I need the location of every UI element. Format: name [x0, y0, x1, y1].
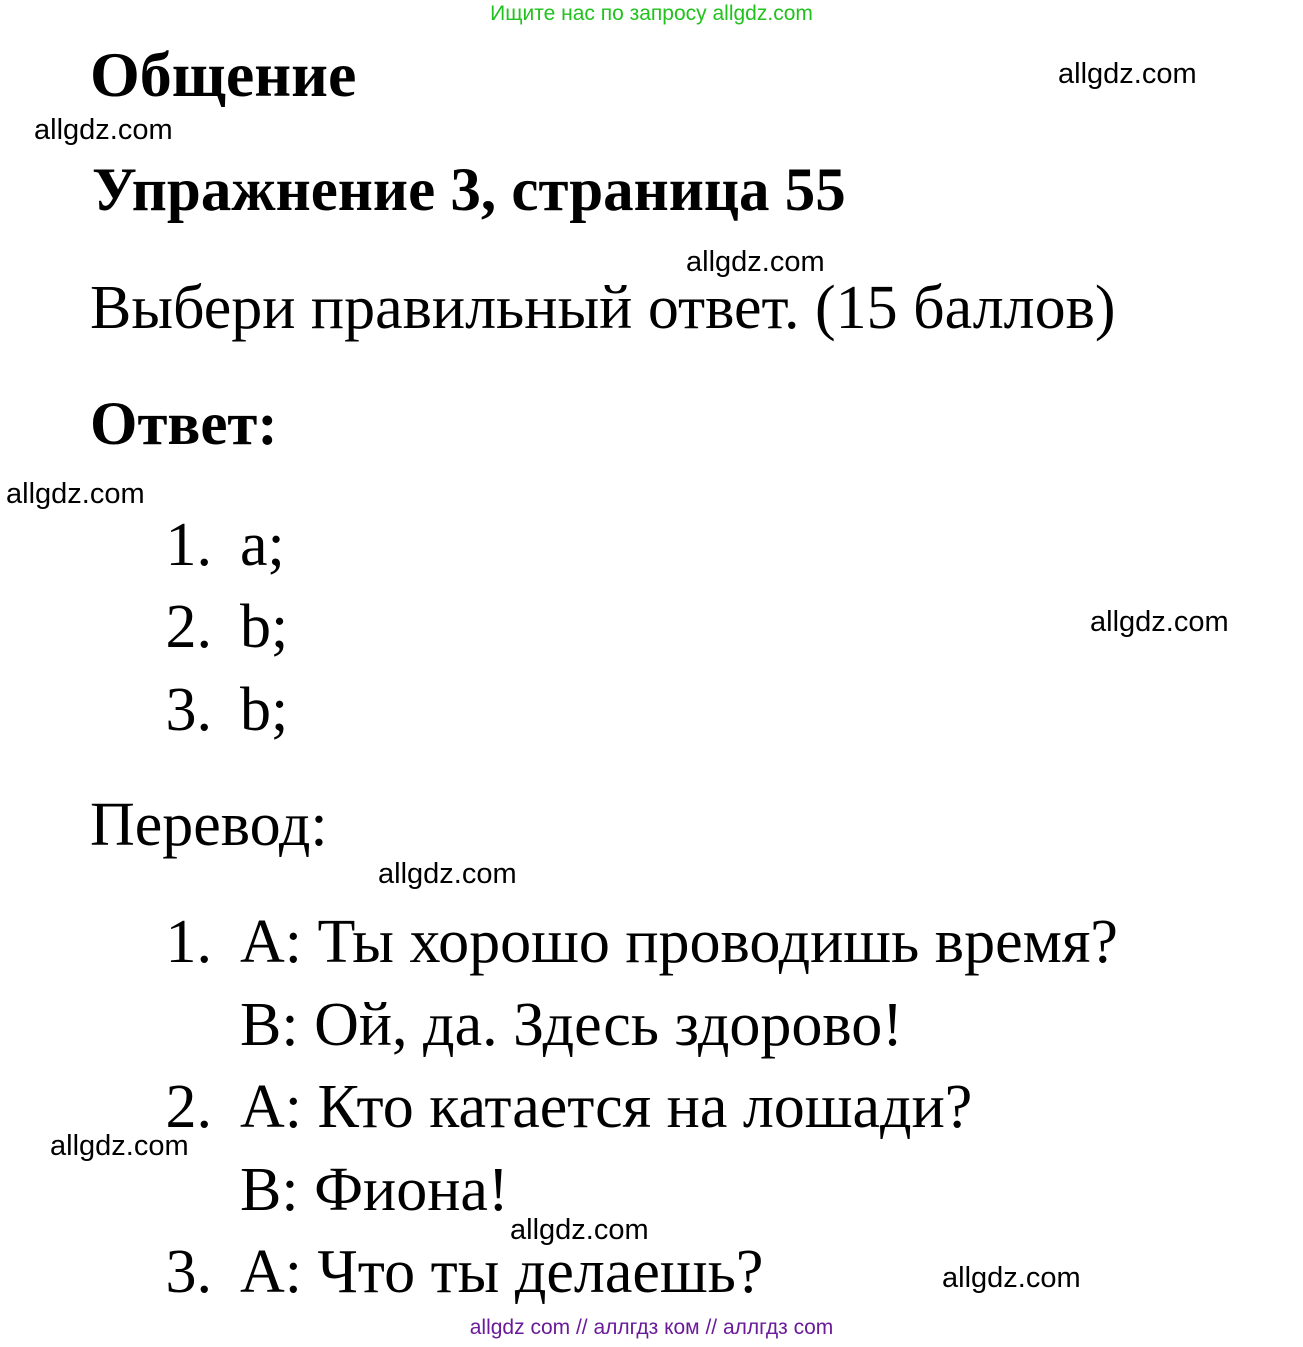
answer-heading: Ответ:: [90, 391, 278, 458]
translation-number: 2.: [165, 1073, 212, 1141]
task-text: Выбери правильный ответ. (15 баллов): [90, 274, 1116, 342]
answer-text: a;: [240, 511, 285, 579]
watermark: allgdz.com: [686, 246, 825, 278]
translation-line: B: Ой, да. Здесь здорово!: [240, 991, 903, 1059]
translation-line: A: Ты хорошо проводишь время?: [240, 908, 1118, 976]
translation-line: A: Что ты делаешь?: [240, 1238, 764, 1306]
watermark: allgdz.com: [378, 858, 517, 890]
answer-number: 1.: [165, 511, 212, 579]
watermark: allgdz.com: [34, 114, 173, 146]
watermark: allgdz.com: [1058, 58, 1197, 90]
footer-links[interactable]: allgdz com // аллгдз ком // аллгдз com: [469, 1316, 834, 1339]
watermark: allgdz.com: [1090, 606, 1229, 638]
answer-text: b;: [240, 593, 289, 661]
translation-number: 1.: [165, 908, 212, 976]
watermark: allgdz.com: [942, 1262, 1081, 1294]
section-title: Общение: [90, 39, 357, 110]
answer-text: b;: [240, 676, 289, 744]
translation-number: 3.: [165, 1238, 212, 1306]
watermark: allgdz.com: [6, 478, 145, 510]
answer-number: 2.: [165, 593, 212, 661]
watermark: allgdz.com: [510, 1214, 649, 1246]
translation-heading: Перевод:: [90, 791, 328, 859]
exercise-title: Упражнение 3, страница 55: [92, 157, 846, 224]
watermark: allgdz.com: [50, 1130, 189, 1162]
search-banner[interactable]: Ищите нас по запросу allgdz.com: [490, 2, 813, 25]
translation-line: A: Кто катается на лошади?: [240, 1073, 973, 1141]
translation-line: B: Фиона!: [240, 1156, 509, 1224]
answer-number: 3.: [165, 676, 212, 744]
